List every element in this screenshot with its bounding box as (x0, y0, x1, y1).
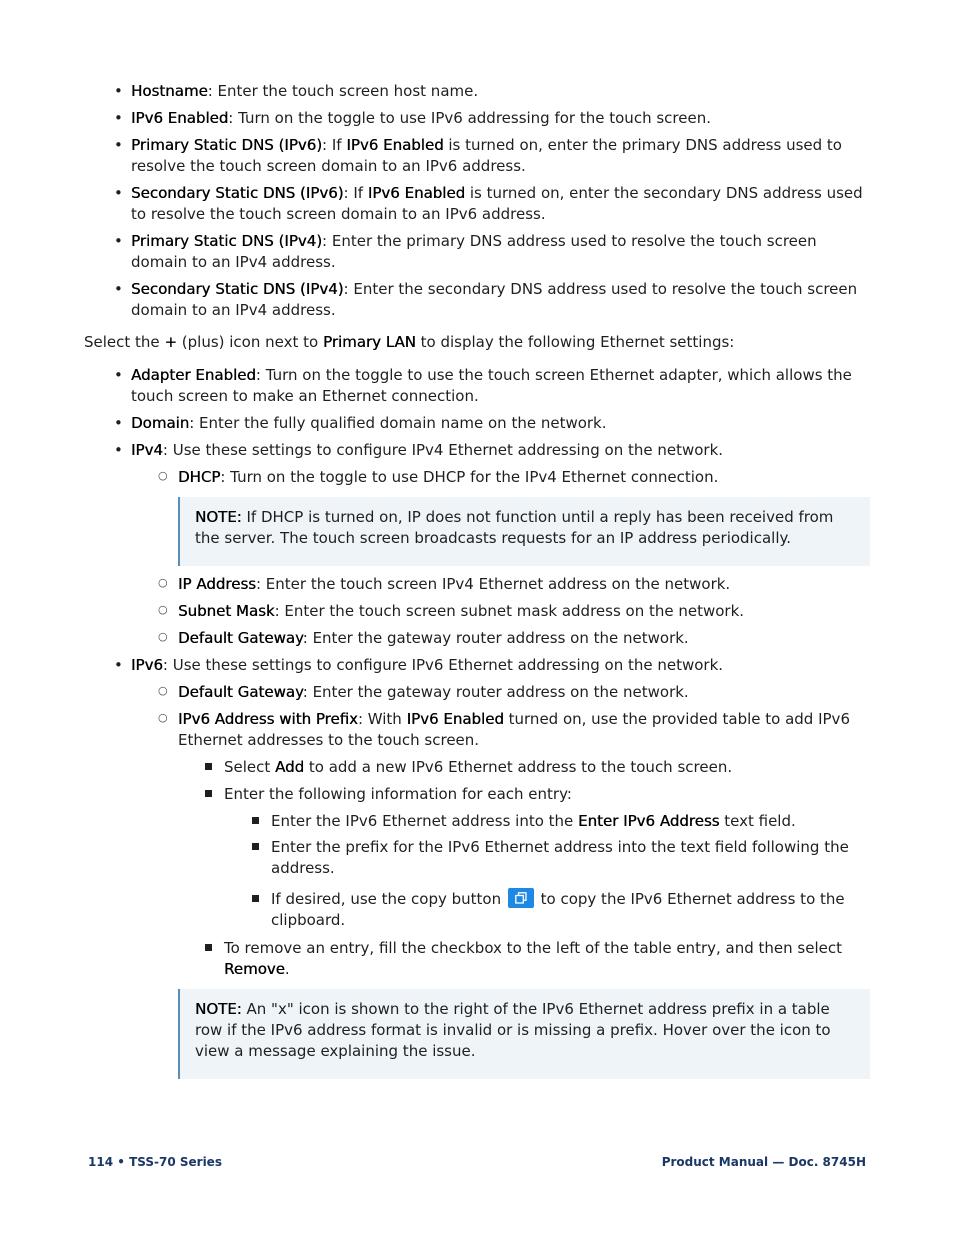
square-bullet-mark (205, 790, 212, 797)
step-enter-info (224, 784, 864, 805)
text: : If (322, 136, 347, 154)
term: IPv6 Enabled (131, 109, 229, 127)
circle-bullet-mark: ○ (158, 469, 168, 482)
term: Default Gateway (178, 683, 303, 701)
description: : Enter the gateway router address on the network. (302, 683, 689, 701)
sub-bullet-ipv6-prefix (158, 709, 868, 751)
sub-bullet-ip-address (158, 574, 868, 595)
term: Hostname (131, 82, 208, 100)
bullet-domain (114, 413, 871, 434)
text: turned on, use the provided table to add IPv6 Ethernet addresses to the touch screen. (178, 710, 850, 749)
bullet-mark: • (114, 184, 123, 202)
step-select-add (224, 757, 864, 778)
bullet-hostname (114, 81, 871, 102)
term: Subnet Mask (178, 602, 275, 620)
bullet-mark: • (114, 656, 123, 674)
bullet-mark: • (114, 280, 123, 298)
bullet-adapter-enabled (114, 365, 871, 407)
circle-bullet-mark: ○ (158, 684, 168, 697)
copy-icon (508, 888, 534, 908)
circle-bullet-mark: ○ (158, 630, 168, 643)
description: : Turn on the toggle to use IPv6 addressing for the touch screen. (228, 109, 711, 127)
circle-bullet-mark: ○ (158, 711, 168, 724)
text: (plus) icon next to (177, 333, 323, 351)
term: Domain (131, 414, 190, 432)
term: DHCP (178, 468, 221, 486)
description: : Enter the touch screen host name. (207, 82, 479, 100)
square-bullet-mark (252, 817, 259, 824)
term: IPv6 Address with Prefix (178, 710, 358, 728)
description: : Use these settings to configure IPv6 Ethernet addressing on the network. (162, 656, 724, 674)
sub-bullet-subnet-mask (158, 601, 868, 622)
text: text field. (719, 812, 796, 830)
term: Primary Static DNS (IPv4) (131, 232, 323, 250)
text: . (284, 960, 290, 978)
ref: Add (275, 758, 305, 776)
text: Enter the prefix for the IPv6 Ethernet address into the text field following the address. (271, 838, 849, 877)
description: : Enter the secondary DNS address used to resolve the touch screen domain to an IPv4 address. (131, 280, 858, 319)
bullet-mark: • (114, 366, 123, 384)
intro-paragraph (84, 332, 874, 353)
sub-bullet-default-gateway-ipv6 (158, 682, 868, 703)
ref: Enter IPv6 Address (578, 812, 720, 830)
sub-bullet-dhcp (158, 467, 868, 488)
step-remove (224, 938, 864, 980)
note-label: NOTE: (195, 1000, 242, 1018)
ref: IPv6 Enabled (367, 184, 466, 202)
description: : Use these settings to configure IPv4 Ethernet addressing on the network. (162, 441, 724, 459)
ref: Primary LAN (322, 333, 416, 351)
term: Secondary Static DNS (IPv6) (131, 184, 344, 202)
bullet-mark: • (114, 136, 123, 154)
term: Adapter Enabled (131, 366, 256, 384)
note-label: NOTE: (195, 508, 242, 526)
plus-symbol: + (164, 333, 178, 351)
text: : If (343, 184, 368, 202)
term: Primary Static DNS (IPv6) (131, 136, 323, 154)
description: : Turn on the toggle to use the touch screen Ethernet adapter, which allows the touch screen to make an Ethernet connection. (131, 366, 852, 405)
square-bullet-mark (252, 895, 259, 902)
text: Select (224, 758, 276, 776)
step-enter-address (271, 811, 866, 832)
term: IP Address (178, 575, 256, 593)
square-bullet-mark (205, 763, 212, 770)
circle-bullet-mark: ○ (158, 576, 168, 589)
text: Enter the following information for each entry: (224, 785, 572, 803)
description: : Enter the touch screen subnet mask address on the network. (274, 602, 745, 620)
text: : With (357, 710, 407, 728)
bullet-mark: • (114, 82, 123, 100)
note-dhcp (178, 497, 870, 566)
bullet-ipv6-enabled (114, 108, 871, 129)
text: To remove an entry, fill the checkbox to the left of the table entry, and then select (224, 939, 842, 957)
bullet-primary-dns-ipv4 (114, 231, 871, 273)
note-text: An "x" icon is shown to the right of the IPv6 Ethernet address prefix in a table row if the IPv6 address format is invalid or is missing a prefix. Hover over the icon to view a message explaining the issue. (195, 1000, 831, 1060)
bullet-secondary-dns-ipv6 (114, 183, 871, 225)
note-text: If DHCP is turned on, IP does not function until a reply has been received from the server. The touch screen broadcasts requests for an IP address periodically. (195, 508, 834, 547)
square-bullet-mark (252, 843, 259, 850)
description: : Enter the touch screen IPv4 Ethernet address on the network. (255, 575, 731, 593)
bullet-mark: • (114, 232, 123, 250)
term: Default Gateway (178, 629, 303, 647)
bullet-ipv6 (114, 655, 871, 676)
square-bullet-mark (205, 944, 212, 951)
description: : Enter the primary DNS address used to resolve the touch screen domain to an IPv4 address. (131, 232, 817, 271)
note-invalid-prefix (178, 989, 870, 1079)
description: : Enter the gateway router address on the network. (302, 629, 689, 647)
sub-bullet-default-gateway-ipv4 (158, 628, 868, 649)
text: to copy the IPv6 Ethernet address to the clipboard. (271, 890, 845, 929)
step-copy (271, 889, 866, 931)
bullet-ipv4 (114, 440, 871, 461)
term: IPv4 (131, 441, 163, 459)
ref: Remove (224, 960, 285, 978)
description: : Enter the fully qualified domain name on the network. (189, 414, 607, 432)
description: : Turn on the toggle to use DHCP for the IPv4 Ethernet connection. (220, 468, 719, 486)
ref: IPv6 Enabled (406, 710, 504, 728)
bullet-mark: • (114, 441, 123, 459)
step-enter-prefix (271, 837, 866, 879)
footer-doc-title: Product Manual — Doc. 8745H (661, 1155, 866, 1169)
text: Enter the IPv6 Ethernet address into the (271, 812, 579, 830)
bullet-mark: • (114, 109, 123, 127)
text: Select the (84, 333, 165, 351)
bullet-mark: • (114, 414, 123, 432)
footer-page-series: 114 • TSS-70 Series (88, 1155, 222, 1169)
text: is turned on, enter the primary DNS address used to resolve the touch screen domain to an IPv6 address. (131, 136, 842, 175)
ref: IPv6 Enabled (346, 136, 444, 154)
bullet-secondary-dns-ipv4 (114, 279, 871, 321)
text: is turned on, enter the secondary DNS address used to resolve the touch screen domain to an IPv6 address. (131, 184, 863, 223)
term: Secondary Static DNS (IPv4) (131, 280, 344, 298)
text: If desired, use the copy button (271, 890, 506, 908)
text: to add a new IPv6 Ethernet address to the touch screen. (304, 758, 733, 776)
bullet-primary-dns-ipv6 (114, 135, 871, 177)
circle-bullet-mark: ○ (158, 603, 168, 616)
term: IPv6 (131, 656, 163, 674)
text: to display the following Ethernet settings: (415, 333, 735, 351)
